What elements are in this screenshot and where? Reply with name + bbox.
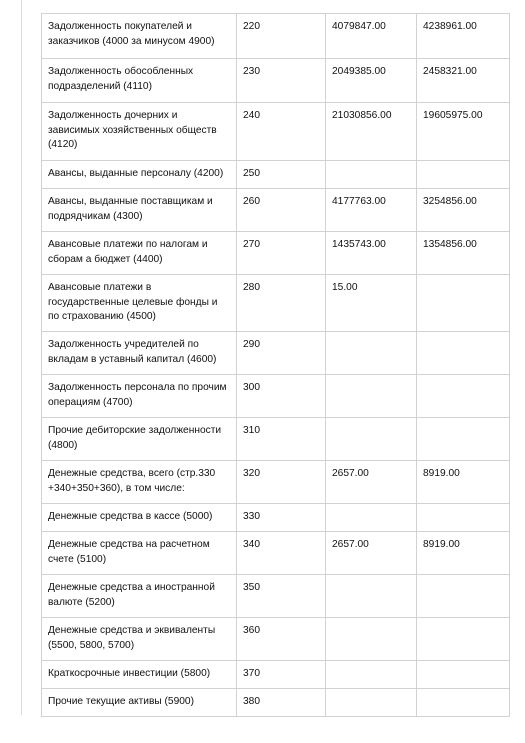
row-value-end-cell — [417, 161, 510, 189]
table-row — [42, 161, 510, 189]
row-value-end-cell — [417, 418, 510, 461]
table-row — [42, 661, 510, 689]
row-name-cell: Авансовые платежи по налогам и сборам а бюджет (4400) — [42, 232, 237, 275]
row-code-cell: 250 — [237, 161, 326, 189]
row-code-cell: 280 — [237, 275, 326, 332]
table-row — [42, 232, 510, 275]
row-value-start-cell — [326, 161, 417, 189]
row-value-start-cell: 2657.00 — [326, 532, 417, 575]
table-row — [42, 532, 510, 575]
row-value-end-cell: 8919.00 — [417, 461, 510, 504]
row-name-cell: Денежные средства в кассе (5000) — [42, 504, 237, 532]
row-code-cell: 350 — [237, 575, 326, 618]
row-value-start-cell: 4079847.00 — [326, 14, 417, 59]
row-value-end-cell: 3254856.00 — [417, 189, 510, 232]
table-row — [42, 14, 510, 59]
row-value-start-cell — [326, 332, 417, 375]
row-name-cell: Прочие дебиторские задолженности (4800) — [42, 418, 237, 461]
table-row — [42, 689, 510, 717]
row-name-cell: Авансы, выданные персоналу (4200) — [42, 161, 237, 189]
row-value-start-cell: 1435743.00 — [326, 232, 417, 275]
table-row — [42, 103, 510, 161]
row-value-end-cell — [417, 375, 510, 418]
row-code-cell: 260 — [237, 189, 326, 232]
table-row — [42, 504, 510, 532]
row-code-cell: 320 — [237, 461, 326, 504]
row-code-cell: 230 — [237, 59, 326, 103]
table-row — [42, 332, 510, 375]
row-code-cell: 300 — [237, 375, 326, 418]
row-value-start-cell: 2657.00 — [326, 461, 417, 504]
table-row — [42, 461, 510, 504]
row-value-end-cell — [417, 332, 510, 375]
row-name-cell: Задолженность обособленных подразделений (4110) — [42, 59, 237, 103]
row-name-cell: Краткосрочные инвестиции (5800) — [42, 661, 237, 689]
row-name-cell: Денежные средства а иностранной валюте (5200) — [42, 575, 237, 618]
balance-table — [41, 13, 510, 717]
row-value-start-cell — [326, 418, 417, 461]
row-name-cell: Авансы, выданные поставщикам и подрядчикам (4300) — [42, 189, 237, 232]
row-code-cell: 360 — [237, 618, 326, 661]
row-value-start-cell: 4177763.00 — [326, 189, 417, 232]
row-code-cell: 330 — [237, 504, 326, 532]
table-row — [42, 418, 510, 461]
row-name-cell: Авансовые платежи в государственные целевые фонды и по страхованию (4500) — [42, 275, 237, 332]
row-value-end-cell — [417, 689, 510, 717]
row-value-end-cell: 2458321.00 — [417, 59, 510, 103]
row-value-end-cell: 4238961.00 — [417, 14, 510, 59]
row-value-end-cell — [417, 504, 510, 532]
row-value-start-cell: 15.00 — [326, 275, 417, 332]
row-name-cell: Задолженность учредителей по вкладам в уставный капитал (4600) — [42, 332, 237, 375]
row-code-cell: 270 — [237, 232, 326, 275]
row-code-cell: 380 — [237, 689, 326, 717]
row-value-start-cell — [326, 375, 417, 418]
table-row — [42, 275, 510, 332]
row-value-end-cell: 1354856.00 — [417, 232, 510, 275]
table-row — [42, 618, 510, 661]
row-name-cell: Задолженность дочерних и зависимых хозяйственных обществ (4120) — [42, 103, 237, 161]
row-value-start-cell — [326, 618, 417, 661]
table-row — [42, 59, 510, 103]
row-value-start-cell — [326, 661, 417, 689]
table-row — [42, 575, 510, 618]
row-value-start-cell: 2049385.00 — [326, 59, 417, 103]
table-row — [42, 189, 510, 232]
row-name-cell: Денежные средства на расчетном счете (5100) — [42, 532, 237, 575]
row-name-cell: Прочие текущие активы (5900) — [42, 689, 237, 717]
row-value-start-cell: 21030856.00 — [326, 103, 417, 161]
row-code-cell: 240 — [237, 103, 326, 161]
row-value-end-cell — [417, 618, 510, 661]
row-value-start-cell — [326, 504, 417, 532]
row-value-start-cell — [326, 689, 417, 717]
row-code-cell: 220 — [237, 14, 326, 59]
balance-table-body — [42, 14, 510, 717]
row-code-cell: 310 — [237, 418, 326, 461]
table-row — [42, 375, 510, 418]
row-value-start-cell — [326, 575, 417, 618]
row-name-cell: Задолженность персонала по прочим операциям (4700) — [42, 375, 237, 418]
row-name-cell: Денежные средства и эквиваленты (5500, 5800, 5700) — [42, 618, 237, 661]
row-value-end-cell — [417, 661, 510, 689]
row-value-end-cell — [417, 575, 510, 618]
row-name-cell: Задолженность покупателей и заказчиков (4000 за минусом 4900) — [42, 14, 237, 59]
row-value-end-cell — [417, 275, 510, 332]
row-code-cell: 340 — [237, 532, 326, 575]
row-code-cell: 370 — [237, 661, 326, 689]
row-value-end-cell: 19605975.00 — [417, 103, 510, 161]
row-value-end-cell: 8919.00 — [417, 532, 510, 575]
row-name-cell: Денежные средства, всего (стр.330 +340+350+360), в том числе: — [42, 461, 237, 504]
row-code-cell: 290 — [237, 332, 326, 375]
page-left-rule — [21, 0, 22, 715]
